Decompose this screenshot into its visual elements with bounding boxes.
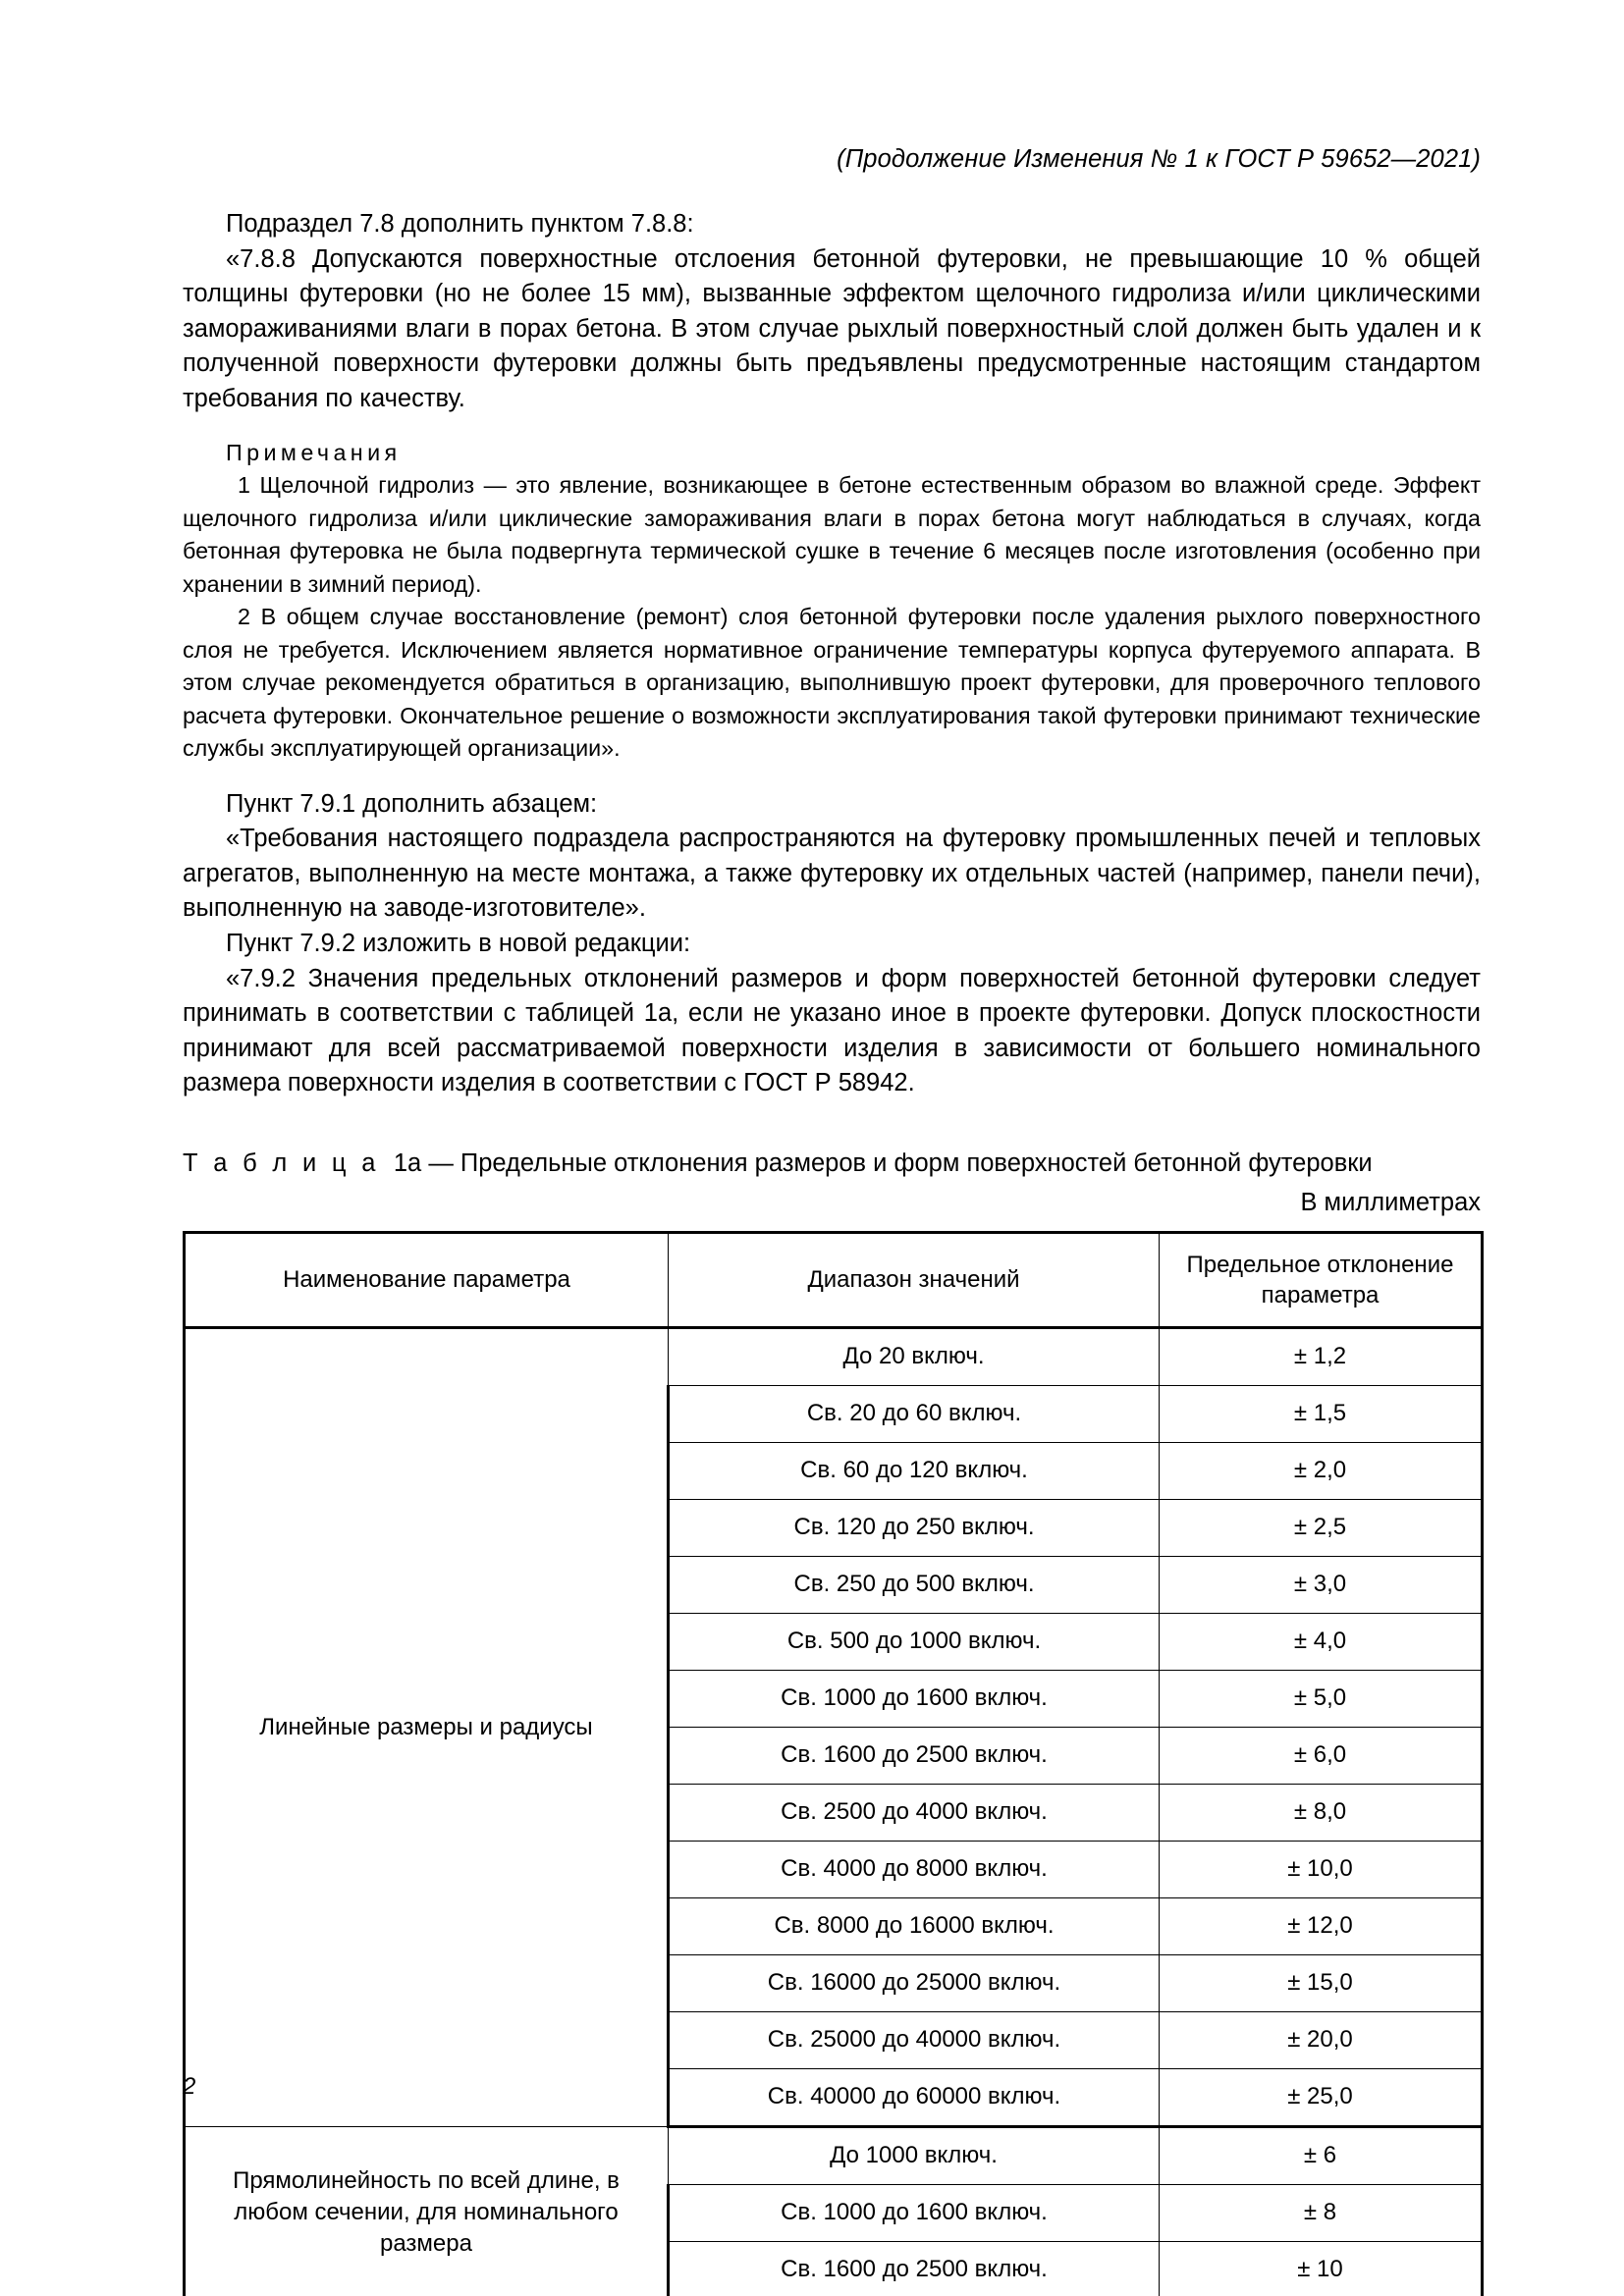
range-cell: Св. 1600 до 2500 включ. bbox=[669, 2241, 1160, 2296]
deviation-cell: ± 1,5 bbox=[1160, 1385, 1483, 1442]
deviation-cell: ± 4,0 bbox=[1160, 1613, 1483, 1670]
range-cell: Св. 1600 до 2500 включ. bbox=[669, 1727, 1160, 1784]
note-1: 1 Щелочной гидролиз — это явление, возникающее в бетоне естественным образом во влажной среде. Эффект щелочного гидролиза и/или циклические замораживания влаги в порах бетона могут наблюдаться в случаях, когда бетонная футеровка не была подвергнута термической сушке в течение 6 месяцев после изготовления (особенно при хранении в зимний период). bbox=[183, 472, 1481, 597]
range-cell: Св. 1000 до 1600 включ. bbox=[669, 2184, 1160, 2241]
note-2: 2 В общем случае восстановление (ремонт) слоя бетонной футеровки после удаления рыхлого поверхностного слоя не требуется. Исключением является нормативное ограничение температуры корпуса футеруемого аппарата. В этом случае рекомендуется обратиться в организацию, выполнившую проект футеровки, для проверочного теплового расчета футеровки. Окончательное решение о возможности эксплуатирования такой футеровки принимают технические службы эксплуатирующей организации». bbox=[183, 604, 1481, 762]
group-label-linear-dimensions: Линейные размеры и радиусы bbox=[185, 1327, 669, 2126]
table-caption-number: 1а bbox=[393, 1148, 422, 1177]
deviation-cell: ± 10 bbox=[1160, 2241, 1483, 2296]
deviation-cell: ± 8 bbox=[1160, 2184, 1483, 2241]
range-cell: Св. 250 до 500 включ. bbox=[669, 1556, 1160, 1613]
range-cell: До 1000 включ. bbox=[669, 2126, 1160, 2184]
deviation-cell: ± 6,0 bbox=[1160, 1727, 1483, 1784]
deviation-cell: ± 25,0 bbox=[1160, 2068, 1483, 2126]
deviation-cell: ± 15,0 bbox=[1160, 1954, 1483, 2011]
notes-title: Примечания bbox=[226, 439, 402, 465]
range-cell: Св. 16000 до 25000 включ. bbox=[669, 1954, 1160, 2011]
deviations-table bbox=[183, 1231, 1484, 2296]
table-head bbox=[185, 1232, 1483, 1327]
deviation-cell: ± 2,0 bbox=[1160, 1442, 1483, 1499]
clause-792: «7.9.2 Значения предельных отклонений размеров и форм поверхностей бетонной футеровки следует принимать в соответствии с таблицей 1а, если не указано иное в проекте футеровки. Допуск плоскостности принимают для всей рассматриваемой поверхности изделия в зависимости от большего номинального размера поверхности изделия в соответствии с ГОСТ Р 58942. bbox=[183, 964, 1481, 1097]
range-cell: До 20 включ. bbox=[669, 1327, 1160, 1385]
deviation-cell: ± 8,0 bbox=[1160, 1784, 1483, 1841]
range-cell: Св. 20 до 60 включ. bbox=[669, 1385, 1160, 1442]
column-header-value-range: Диапазон значений bbox=[669, 1232, 1160, 1327]
table-units-label: В миллиметрах bbox=[1300, 1188, 1481, 1216]
deviation-cell: ± 12,0 bbox=[1160, 1897, 1483, 1954]
table-caption-title: — Предельные отклонения размеров и форм поверхностей бетонной футеровки bbox=[428, 1148, 1373, 1177]
body-text bbox=[183, 207, 1481, 1101]
column-header-limit-deviation: Предельное отклонение параметра bbox=[1160, 1232, 1483, 1327]
table-header-row bbox=[185, 1232, 1483, 1327]
table-body bbox=[185, 1327, 1483, 2296]
intro-line-792: Пункт 7.9.2 изложить в новой редакции: bbox=[226, 929, 691, 957]
page-content bbox=[183, 0, 1481, 2296]
range-cell: Св. 25000 до 40000 включ. bbox=[669, 2011, 1160, 2068]
clause-788: «7.8.8 Допускаются поверхностные отслоения бетонной футеровки, не превышающие 10 % общей толщины футеровки (но не более 15 мм), вызванные эффектом щелочного гидролиза и/или циклическими замораживаниями влаги в порах бетона. В этом случае рыхлый поверхностный слой должен быть удален и к полученной поверхности футеровки должны быть предъявлены предусмотренные настоящим стандартом требования по качеству. bbox=[183, 244, 1481, 412]
deviation-cell: ± 5,0 bbox=[1160, 1670, 1483, 1727]
intro-line-788: Подраздел 7.8 дополнить пунктом 7.8.8: bbox=[226, 210, 694, 238]
intro-line-791: Пункт 7.9.1 дополнить абзацем: bbox=[226, 789, 598, 818]
deviation-cell: ± 1,2 bbox=[1160, 1327, 1483, 1385]
range-cell: Св. 120 до 250 включ. bbox=[669, 1499, 1160, 1556]
deviation-cell: ± 20,0 bbox=[1160, 2011, 1483, 2068]
table-row bbox=[185, 2126, 1483, 2184]
deviation-cell: ± 10,0 bbox=[1160, 1841, 1483, 1897]
page-number: 2 bbox=[183, 2073, 196, 2100]
range-cell: Св. 8000 до 16000 включ. bbox=[669, 1897, 1160, 1954]
table-caption bbox=[183, 1148, 1481, 1179]
range-cell: Св. 40000 до 60000 включ. bbox=[669, 2068, 1160, 2126]
clause-791: «Требования настоящего подраздела распространяются на футеровку промышленных печей и тепловых агрегатов, выполненную на месте монтажа, а также футеровку их отдельных частей (например, панели печи), выполненную на заводе-изготовителе». bbox=[183, 825, 1481, 923]
deviation-cell: ± 3,0 bbox=[1160, 1556, 1483, 1613]
table-row bbox=[185, 1327, 1483, 1385]
range-cell: Св. 500 до 1000 включ. bbox=[669, 1613, 1160, 1670]
notes-block bbox=[183, 437, 1481, 766]
running-head: (Продолжение Изменения № 1 к ГОСТ Р 59652—2021) bbox=[837, 145, 1481, 173]
table-caption-label: Т а б л и ц а bbox=[183, 1148, 380, 1177]
column-header-parameter-name: Наименование параметра bbox=[185, 1232, 669, 1327]
deviation-cell: ± 2,5 bbox=[1160, 1499, 1483, 1556]
range-cell: Св. 1000 до 1600 включ. bbox=[669, 1670, 1160, 1727]
range-cell: Св. 60 до 120 включ. bbox=[669, 1442, 1160, 1499]
range-cell: Св. 2500 до 4000 включ. bbox=[669, 1784, 1160, 1841]
group-label-straightness: Прямолинейность по всей длине, в любом сечении, для номинального размера bbox=[185, 2126, 669, 2296]
range-cell: Св. 4000 до 8000 включ. bbox=[669, 1841, 1160, 1897]
deviation-cell: ± 6 bbox=[1160, 2126, 1483, 2184]
